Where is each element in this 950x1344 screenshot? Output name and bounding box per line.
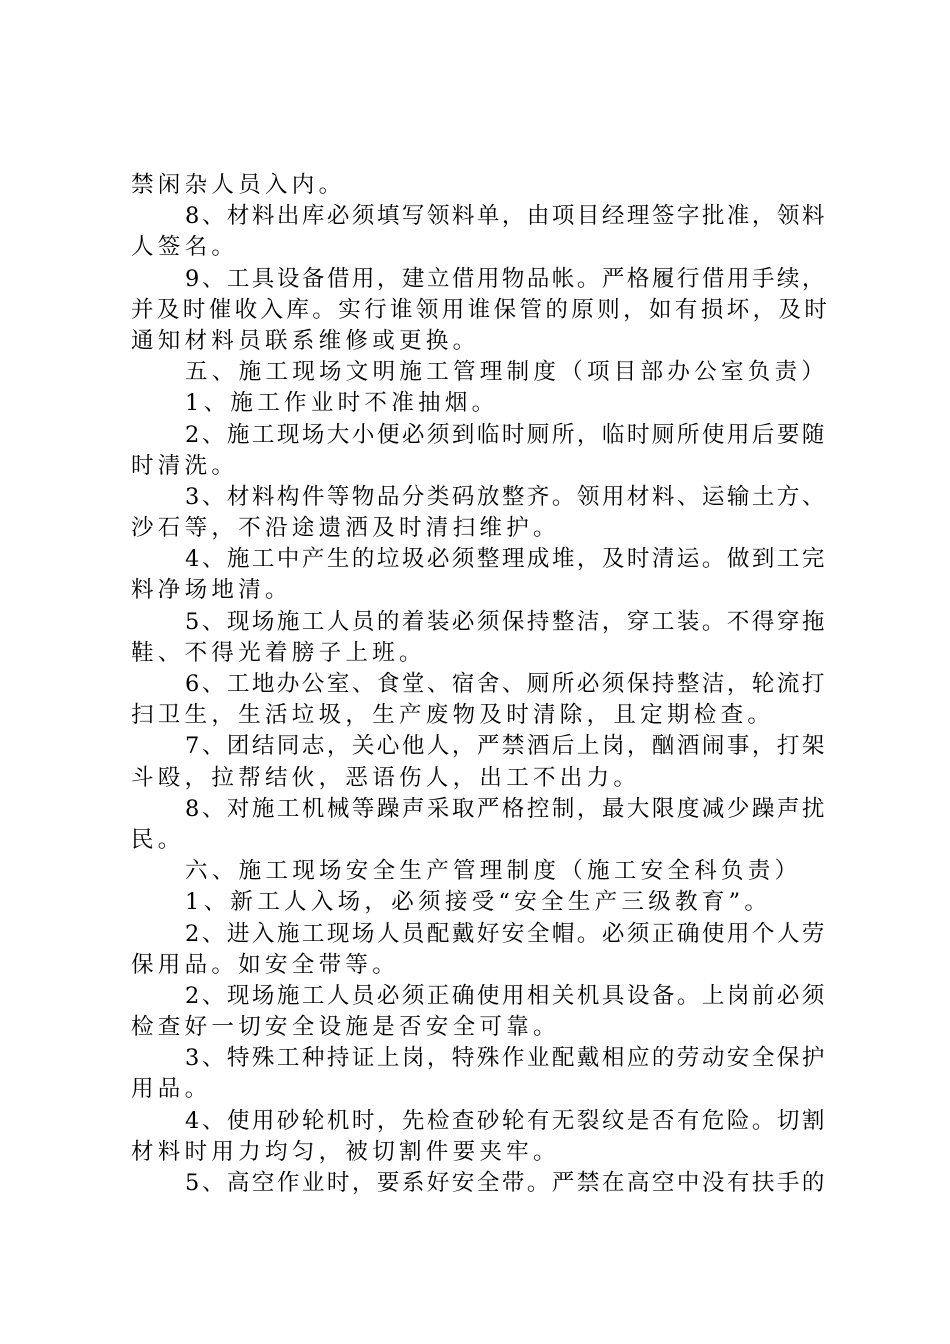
text-line: 并及时催收入库。实行谁领用谁保管的原则，如有损坏，及时: [131, 296, 831, 323]
text-line: 材料时用力均匀，被切割件要夹牢。: [131, 1138, 560, 1165]
text-line: 民。: [131, 826, 185, 853]
text-line: 5、现场施工人员的着装必须保持整洁，穿工装。不得穿拖: [185, 608, 827, 635]
text-line: 用品。: [131, 1076, 212, 1103]
text-line: 保用品。如安全带等。: [131, 951, 400, 978]
text-line: 4、使用砂轮机时，先检查砂轮有无裂纹是否有危险。切割: [185, 1107, 827, 1134]
text-line: 2、现场施工人员必须正确使用相关机具设备。上岗前必须: [185, 982, 827, 1009]
section-heading: 五、施工现场文明施工管理制度（项目部办公室负责）: [185, 359, 829, 386]
text-line: 4、施工中产生的垃圾必须整理成堆，及时清运。做到工完: [185, 546, 827, 573]
text-line: 1、新工人入场，必须接受“安全生产三级教育”。: [185, 889, 772, 916]
text-line: 3、特殊工种持证上岗，特殊作业配戴相应的劳动安全保护: [185, 1045, 827, 1072]
text-line: 8、材料出库必须填写领料单，由项目经理签字批准，领料: [185, 203, 827, 230]
text-line: 时清洗。: [131, 452, 239, 479]
text-line: 1、施工作业时不准抽烟。: [185, 390, 499, 417]
section-heading: 六、施工现场安全生产管理制度（施工安全科负责）: [185, 858, 802, 885]
text-line: 沙石等，不沿途遗洒及时清扫维护。: [131, 515, 560, 542]
text-line: 人签名。: [131, 234, 239, 261]
text-line: 9、工具设备借用，建立借用物品帐。严格履行借用手续，: [185, 265, 827, 292]
text-line: 斗殴，拉帮结伙，恶语伤人，出工不出力。: [131, 764, 641, 791]
text-line: 5、高空作业时，要系好安全带。严禁在高空中没有扶手的: [185, 1170, 827, 1196]
text-line: 6、工地办公室、食堂、宿舍、厕所必须保持整洁，轮流打: [185, 671, 827, 697]
text-line: 禁闲杂人员入内。: [131, 172, 346, 198]
text-line: 2、施工现场大小便必须到临时厕所，临时厕所使用后要随: [185, 421, 827, 448]
text-line: 7、团结同志，关心他人，严禁酒后上岗，酗酒闹事，打架: [185, 733, 827, 760]
text-line: 2、进入施工现场人员配戴好安全帽。必须正确使用个人劳: [185, 920, 827, 947]
text-line: 3、材料构件等物品分类码放整齐。领用材料、运输土方、: [185, 483, 827, 510]
text-line: 料净场地清。: [131, 577, 292, 604]
text-line: 8、对施工机械等躁声采取严格控制，最大限度减少躁声扰: [185, 795, 827, 822]
text-line: 鞋、不得光着膀子上班。: [131, 639, 426, 666]
text-line: 通知材料员联系维修或更换。: [131, 327, 480, 354]
text-line: 扫卫生，生活垃圾，生产废物及时清除，且定期检查。: [131, 702, 775, 729]
document-body: [131, 170, 831, 1199]
text-line: 检查好一切安全设施是否安全可靠。: [131, 1014, 560, 1041]
